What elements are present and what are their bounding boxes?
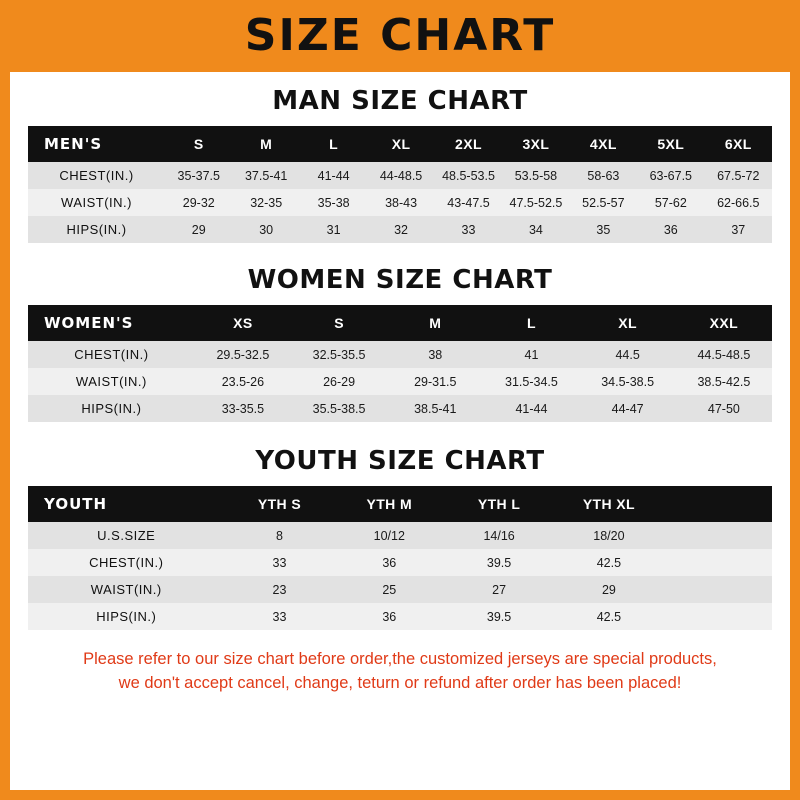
table-row (28, 162, 772, 189)
cell: 38 (387, 341, 483, 368)
table-youth-head (28, 486, 772, 522)
row-label-chest: CHEST(IN.) (28, 549, 225, 576)
cell: 35-38 (300, 189, 367, 216)
cell: 53.5-58 (502, 162, 569, 189)
table-man-head (28, 126, 772, 162)
row-label-hips: HIPS(IN.) (28, 216, 165, 243)
cell: 29-32 (165, 189, 232, 216)
col-l: L (483, 305, 579, 341)
table-row (28, 216, 772, 243)
table-women-head (28, 305, 772, 341)
cell-spacer (664, 522, 772, 549)
cell: 36 (334, 549, 444, 576)
col-6xl: 6XL (705, 126, 772, 162)
table-row (28, 395, 772, 422)
cell: 31.5-34.5 (483, 368, 579, 395)
footer-note-line2: we don't accept cancel, change, teturn or refund after order has been placed! (118, 673, 682, 692)
cell: 18/20 (554, 522, 664, 549)
cell: 33-35.5 (195, 395, 291, 422)
col-4xl: 4XL (570, 126, 637, 162)
cell: 29.5-32.5 (195, 341, 291, 368)
table-youth-head-label: YOUTH (28, 486, 225, 522)
table-youth (28, 486, 772, 630)
section-women (28, 265, 772, 422)
cell: 33 (225, 603, 335, 630)
cell: 63-67.5 (637, 162, 704, 189)
cell: 26-29 (291, 368, 387, 395)
cell: 44.5 (580, 341, 676, 368)
cell: 31 (300, 216, 367, 243)
cell-spacer (664, 576, 772, 603)
cell: 44-47 (580, 395, 676, 422)
col-5xl: 5XL (637, 126, 704, 162)
row-label-us-size: U.S.SIZE (28, 522, 225, 549)
cell: 35-37.5 (165, 162, 232, 189)
col-yth-xl: YTH XL (554, 486, 664, 522)
section-title-women: WOMEN SIZE CHART (247, 265, 553, 295)
cell: 42.5 (554, 603, 664, 630)
col-xs: XS (195, 305, 291, 341)
cell: 37 (705, 216, 772, 243)
table-row (28, 189, 772, 216)
cell: 27 (444, 576, 554, 603)
cell: 47.5-52.5 (502, 189, 569, 216)
cell: 29 (165, 216, 232, 243)
col-xl: XL (367, 126, 434, 162)
col-2xl: 2XL (435, 126, 502, 162)
cell: 39.5 (444, 549, 554, 576)
col-spacer (664, 486, 772, 522)
row-label-chest: CHEST(IN.) (28, 341, 195, 368)
col-xxl: XXL (676, 305, 772, 341)
col-l: L (300, 126, 367, 162)
cell: 25 (334, 576, 444, 603)
cell: 57-62 (637, 189, 704, 216)
section-title-man: MAN SIZE CHART (272, 86, 528, 116)
cell: 47-50 (676, 395, 772, 422)
cell: 34.5-38.5 (580, 368, 676, 395)
col-m: M (232, 126, 299, 162)
table-man (28, 126, 772, 243)
cell: 14/16 (444, 522, 554, 549)
cell: 48.5-53.5 (435, 162, 502, 189)
cell: 33 (225, 549, 335, 576)
col-m: M (387, 305, 483, 341)
table-row (28, 603, 772, 630)
col-yth-l: YTH L (444, 486, 554, 522)
col-xl: XL (580, 305, 676, 341)
row-label-chest: CHEST(IN.) (28, 162, 165, 189)
row-label-hips: HIPS(IN.) (28, 603, 225, 630)
cell: 42.5 (554, 549, 664, 576)
col-3xl: 3XL (502, 126, 569, 162)
table-row (28, 368, 772, 395)
col-yth-m: YTH M (334, 486, 444, 522)
cell: 23 (225, 576, 335, 603)
cell: 62-66.5 (705, 189, 772, 216)
cell: 67.5-72 (705, 162, 772, 189)
table-row (28, 522, 772, 549)
cell: 30 (232, 216, 299, 243)
cell: 44-48.5 (367, 162, 434, 189)
section-title-youth: YOUTH SIZE CHART (255, 446, 545, 476)
cell: 58-63 (570, 162, 637, 189)
row-label-hips: HIPS(IN.) (28, 395, 195, 422)
cell: 52.5-57 (570, 189, 637, 216)
cell: 34 (502, 216, 569, 243)
col-yth-s: YTH S (225, 486, 335, 522)
table-row (28, 576, 772, 603)
col-s: S (291, 305, 387, 341)
cell: 33 (435, 216, 502, 243)
cell: 39.5 (444, 603, 554, 630)
cell: 44.5-48.5 (676, 341, 772, 368)
row-label-waist: WAIST(IN.) (28, 576, 225, 603)
cell: 29 (554, 576, 664, 603)
table-youth-body (28, 522, 772, 630)
cell: 37.5-41 (232, 162, 299, 189)
table-row (28, 305, 772, 341)
cell: 41-44 (483, 395, 579, 422)
cell: 38.5-42.5 (676, 368, 772, 395)
table-man-head-label: MEN'S (28, 126, 165, 162)
header-band (10, 0, 790, 72)
footer-note-line1: Please refer to our size chart before order,the customized jerseys are special products, (83, 650, 717, 668)
cell: 10/12 (334, 522, 444, 549)
table-women-head-label: WOMEN'S (28, 305, 195, 341)
table-women-body (28, 341, 772, 422)
cell: 32.5-35.5 (291, 341, 387, 368)
cell-spacer (664, 603, 772, 630)
cell: 38.5-41 (387, 395, 483, 422)
table-row (28, 126, 772, 162)
table-man-body (28, 162, 772, 243)
cell: 23.5-26 (195, 368, 291, 395)
cell: 35 (570, 216, 637, 243)
cell: 41 (483, 341, 579, 368)
footer-note (28, 648, 772, 696)
table-row (28, 341, 772, 368)
cell: 8 (225, 522, 335, 549)
table-row (28, 486, 772, 522)
cell-spacer (664, 549, 772, 576)
page-title: SIZE CHART (244, 10, 556, 61)
section-man (28, 86, 772, 243)
cell: 43-47.5 (435, 189, 502, 216)
cell: 35.5-38.5 (291, 395, 387, 422)
cell: 36 (637, 216, 704, 243)
cell: 38-43 (367, 189, 434, 216)
chart-content (10, 86, 790, 696)
section-youth (28, 446, 772, 630)
cell: 36 (334, 603, 444, 630)
cell: 32 (367, 216, 434, 243)
row-label-waist: WAIST(IN.) (28, 368, 195, 395)
cell: 41-44 (300, 162, 367, 189)
table-women (28, 305, 772, 422)
cell: 32-35 (232, 189, 299, 216)
cell: 29-31.5 (387, 368, 483, 395)
table-row (28, 549, 772, 576)
col-s: S (165, 126, 232, 162)
row-label-waist: WAIST(IN.) (28, 189, 165, 216)
